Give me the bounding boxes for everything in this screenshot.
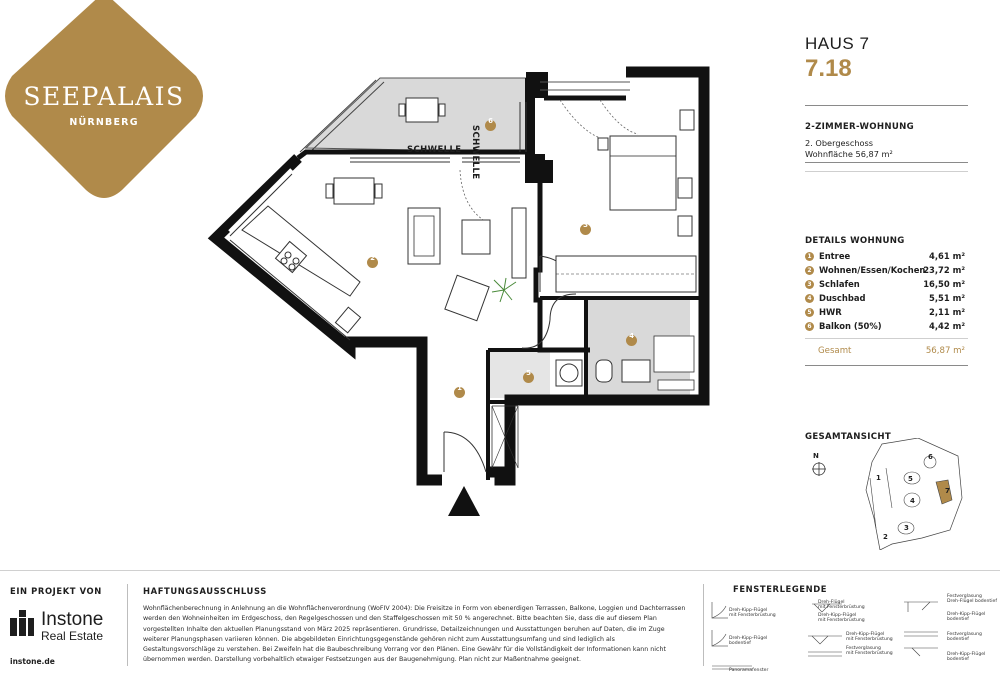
instone-logo-shape [10, 610, 34, 636]
plant-icon [492, 278, 516, 302]
brand-logo [0, 0, 215, 205]
legend-item-6: Dreh-Kipp-Flügel mit Fensterbrüstung [846, 632, 893, 643]
room-row-3: 3 Schlafen 16,50 m² [805, 279, 965, 291]
tv-sideboard [512, 208, 526, 278]
project-heading: EIN PROJEKT VON [10, 586, 102, 596]
room-row-6: 6 Balkon (50%) 4,42 m² [805, 321, 965, 333]
overview-building-1: 1 [876, 474, 881, 482]
overview-building-3: 3 [904, 524, 909, 532]
unit-area: Wohnfläche 56,87 m² [805, 149, 893, 159]
compass-icon-shape [808, 456, 830, 478]
site-overview-map [862, 438, 968, 550]
legend-item-8: Festverglasung Dreh-Flügel bodentief [947, 594, 997, 605]
washbasin [622, 360, 650, 382]
unit-type: 2-ZIMMER-WOHNUNG [805, 122, 914, 132]
divider [805, 162, 968, 163]
divider [805, 338, 968, 339]
overview-building-2: 2 [883, 533, 888, 541]
disclaimer-heading: HAFTUNGSAUSSCHLUSS [143, 586, 267, 596]
overview-building-7: 7 [945, 487, 950, 495]
disclaimer-text: Wohnflächenberechnung in Anlehnung an die Wohnflächenverordnung (WoFIV 2004): Die Freisitze in Form von ebenerdigen Terrassen, Balkone, Loggien und Dachterrassen werden den Wohneinheiten im Erdgeschoss, den Regelgeschossen und den Staffelgeschossen mit 50 % angerechnet. Bitte beachten Sie, dass die auf diesem Plan vorgestellten Inhalte den aktuellen Planungsstand von März 2025 repräsentieren. Grundrisse, Detailzeichnungen und Ausstattungen beruhen auf Daten, die im Zuge weiterer Planungsphasen variieren können. Die abgebildeten Einrichtungsgegenstände gehören nicht zum Ausstattungsumfang und sind lediglich als Gestaltungsvorschläge zu verstehen. Bei Zweifeln hat die Baubeschreibung Vorrang vor den Plänen. Eine Gewähr für die Vollständigkeit der Informationen kann nicht übernommen werden. Darstellung vorbehaltlich etwaiger Festsetzungen aus der Baugenehmigung. Plan nicht zur Maßentnahme geeignet. [143, 605, 686, 664]
footer-vdivider [127, 584, 128, 666]
armchair [445, 275, 489, 320]
shower [654, 336, 694, 372]
unit-number: 7.18 [805, 55, 852, 82]
overview-building-4: 4 [910, 497, 915, 505]
divider [805, 365, 968, 366]
legend-item-3: Panoramafenster [729, 668, 769, 673]
coffee-table [462, 220, 490, 254]
balcony-table [406, 98, 438, 122]
room-marker-5: 5 [523, 368, 534, 387]
legend-heading: FENSTERLEGENDE [733, 584, 828, 594]
room-marker-4: 4 [626, 331, 637, 350]
overview-building-6: 6 [928, 453, 933, 461]
legend-item-5: Dreh-Kipp-Flügel mit Fensterbrüstung [818, 613, 865, 624]
legend-item-1: Dreh-Kipp-Flügel mit Fensterbrüstung [729, 608, 776, 619]
unit-floor: 2. Obergeschoss [805, 138, 874, 148]
footer-vdivider [703, 584, 704, 666]
divider [805, 171, 968, 172]
bed [610, 136, 676, 210]
total-value: 56,87 m² [925, 346, 965, 356]
brand-name: SEEPALAIS [23, 82, 185, 111]
overview-heading: GESAMTANSICHT [805, 432, 892, 442]
overview-building-5: 5 [908, 475, 913, 483]
room-row-1: 1 Entree 4,61 m² [805, 251, 965, 263]
divider [805, 105, 968, 106]
floor-plan [200, 60, 730, 520]
room-marker-2: 2 [367, 253, 378, 272]
website-link[interactable]: instone.de [10, 657, 55, 666]
details-heading: DETAILS WOHNUNG [805, 236, 905, 246]
company-name: Instone [41, 609, 104, 630]
brand-city: NÜRNBERG [69, 117, 139, 128]
room-row-5: 5 HWR 2,11 m² [805, 307, 965, 319]
total-label: Gesamt [818, 346, 852, 356]
toilet [596, 360, 612, 382]
legend-item-2: Dreh-Kipp-Flügel bodentief [729, 636, 768, 647]
room-marker-6: 6 [485, 116, 496, 135]
company-sub: Real Estate [41, 629, 104, 643]
room-row-4: 4 Duschbad 5,51 m² [805, 293, 965, 305]
instone-logo-icon [10, 610, 34, 636]
legend-item-11: Dreh-Kipp-Flügel bodentief [947, 652, 986, 663]
legend-item-7: Festverglasung mit Fensterbrüstung [846, 646, 893, 657]
dining-table [334, 178, 374, 204]
schwelle-label: SCHWELLE [407, 145, 462, 155]
compass-icon: N [808, 456, 830, 478]
kitchen-sink [335, 307, 360, 333]
room-marker-3: 3 [580, 220, 591, 239]
legend-item-9: Dreh-Kipp-Flügel bodentief [947, 612, 986, 623]
entrance-arrow-icon [448, 486, 480, 516]
legend-item-10: Festverglasung bodentief [947, 632, 982, 643]
footer-divider [0, 570, 1000, 571]
schwelle-side-label: SCHWELLE [470, 125, 480, 180]
exterior-wall-west [216, 158, 442, 480]
legend-item-4: Dreh-Flügel mit Fensterbrüstung [818, 600, 865, 611]
room-marker-1: 1 [454, 383, 465, 402]
room-row-2: 2 Wohnen/Essen/Kochen 23,72 m² [805, 265, 965, 277]
house-label: HAUS 7 [805, 34, 870, 53]
